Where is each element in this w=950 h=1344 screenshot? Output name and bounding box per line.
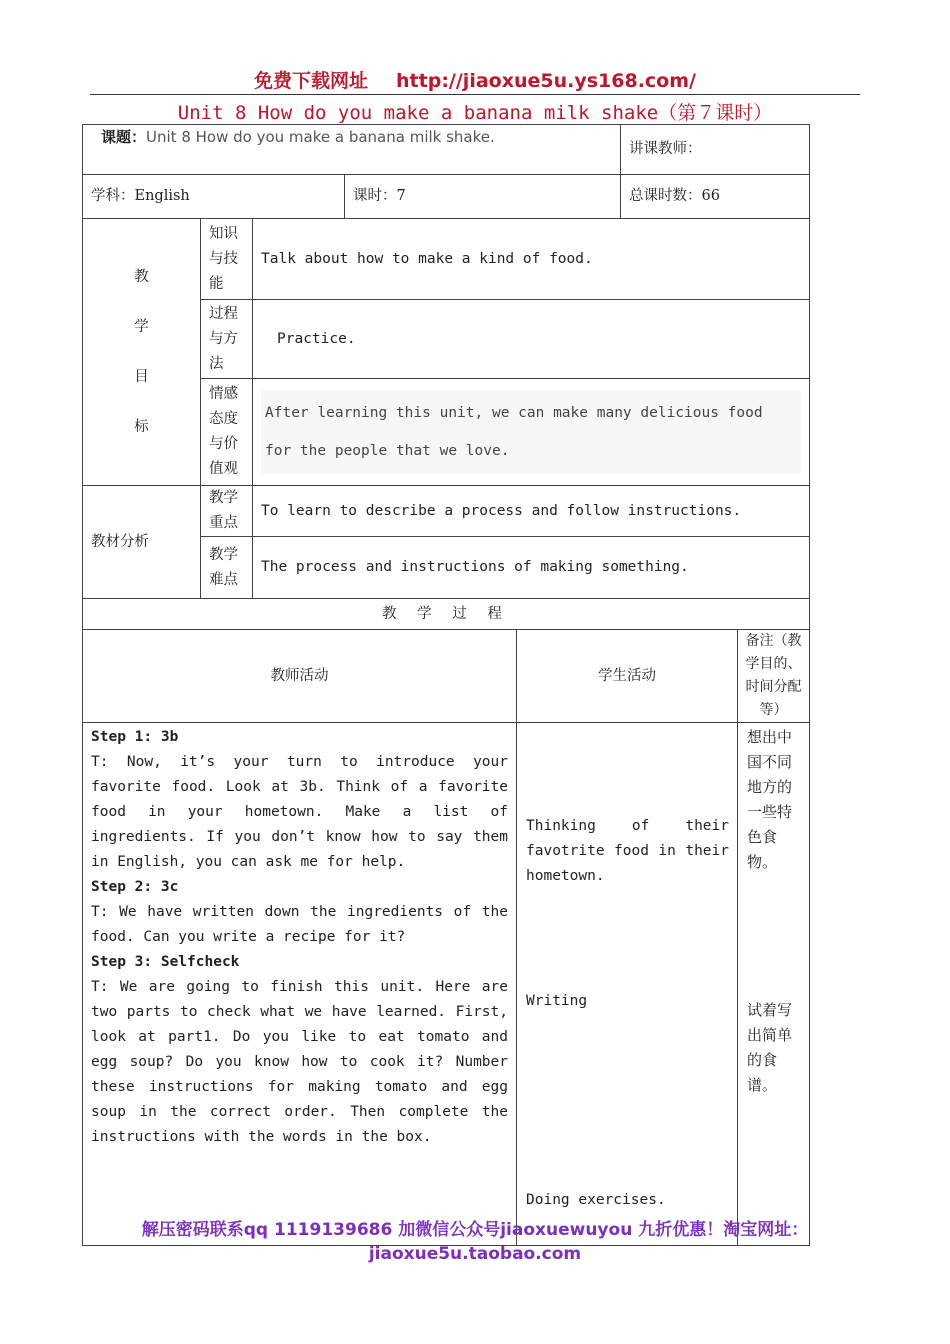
- process-title: 教 学 过 程: [83, 599, 810, 630]
- difficulties-text: The process and instructions of making something.: [253, 537, 810, 599]
- step-text: T: We have written down the ingredients of the food. Can you write a recipe for it?: [91, 904, 508, 945]
- free-download-label: 免费下载网址: [254, 70, 369, 92]
- step-heading: Step 2: 3c: [91, 879, 179, 895]
- footer-promo: [0, 1218, 950, 1266]
- download-banner: [0, 66, 950, 93]
- student-activity-item: Writing: [526, 993, 588, 1009]
- material-analysis-label: 教材分析: [83, 486, 201, 599]
- student-activity-header: 学生活动: [517, 630, 738, 723]
- student-activity-item: Doing exercises.: [526, 1192, 666, 1208]
- header-rule: [90, 94, 860, 95]
- note-item: 试着写出简单的食谱。: [747, 1001, 793, 1094]
- process-method-text: Practice.: [253, 300, 810, 379]
- note-item: 想出中国不同地方的一些特色食物。: [747, 728, 793, 871]
- teacher-activity-cell: [83, 723, 517, 1246]
- knowledge-skills-text: Talk about how to make a kind of food.: [253, 219, 810, 300]
- lesson-plan-table: [82, 124, 810, 1246]
- step-text: T: Now, it’s your turn to introduce your favorite food. Look at 3b. Think of a favorite food in your hometown. Make a list of ingredients. If you don’t know how to say them in English, you can ask me for help.: [91, 754, 508, 870]
- teacher-activity-header: 教师活动: [83, 630, 517, 723]
- course-cell: [83, 125, 621, 175]
- step-heading: Step 1: 3b: [91, 729, 179, 745]
- notes-header: 备注（教学目的、时间分配等）: [738, 630, 810, 723]
- step-heading: Step 3: Selfcheck: [91, 954, 240, 970]
- objectives-label: 教 学 目 标: [83, 219, 201, 486]
- key-points-text: To learn to describe a process and follow instructions.: [253, 486, 810, 537]
- download-url-link[interactable]: http://jiaoxue5u.ys168.com/: [396, 70, 696, 92]
- footer-text: 解压密码联系qq 1119139686 加微信公众号jiaoxuewuyou 九折优惠！淘宝网址：jiaoxue5u.taobao.com: [141, 1220, 809, 1264]
- difficulties-label: 教学难点: [201, 537, 253, 599]
- knowledge-skills-label: 知识与技能: [201, 219, 253, 300]
- lesson-number-cell: 课时：7: [345, 175, 621, 219]
- course-label: 课题：: [101, 128, 147, 146]
- total-hours-cell: 总课时数：66: [621, 175, 810, 219]
- process-method-label: 过程与方法: [201, 300, 253, 379]
- student-activity-item: Thinking of their favotrite food in their hometown.: [526, 818, 729, 884]
- teacher-label: 讲课教师：: [621, 125, 810, 175]
- attitude-values-text: After learning this unit, we can make many delicious food for the people that we love.: [261, 390, 801, 474]
- subject-cell: 学科：English: [83, 175, 345, 219]
- notes-cell: [738, 723, 810, 1246]
- course-value: Unit 8 How do you make a banana milk shake.: [146, 128, 495, 146]
- lesson-title: Unit 8 How do you make a banana milk shake（第７课时）: [177, 102, 773, 124]
- student-activity-cell: [517, 723, 738, 1246]
- key-points-label: 教学重点: [201, 486, 253, 537]
- step-text: T: We are going to finish this unit. Here are two parts to check what we have learned. First, look at part1. Do you like to eat tomato and egg soup? Do you know how to cook it? Number these instructions for making tomato and egg soup in the correct order. Then complete the instructions with the words in the box.: [91, 979, 508, 1145]
- attitude-values-label: 情感态度与价值观: [201, 379, 253, 486]
